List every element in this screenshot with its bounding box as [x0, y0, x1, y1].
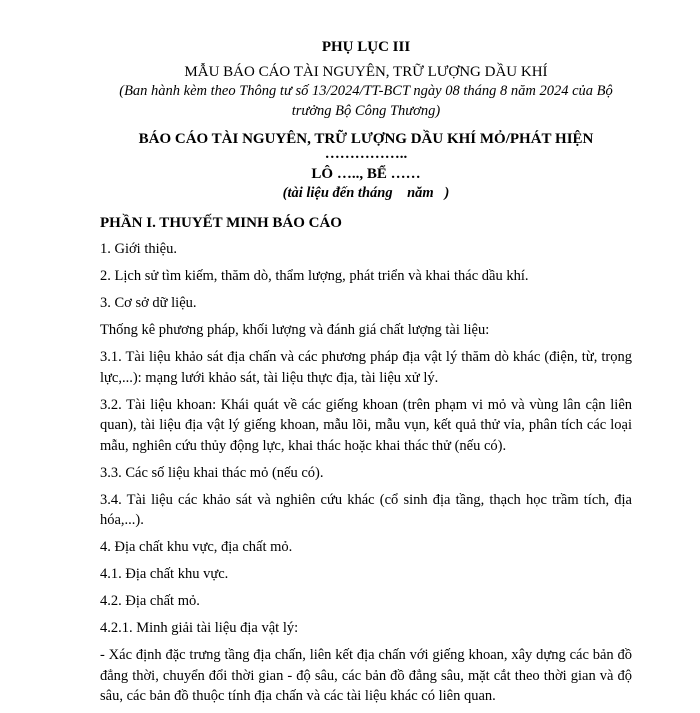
paragraph: 4.2.1. Minh giải tài liệu địa vật lý: — [100, 620, 299, 636]
paragraph: - Xác định đặc trưng tầng địa chấn, liên kết địa chấn với giếng khoan, xây dựng các bản đồ đẳng thời, chuyển đổi thời gian - độ sâu, các bản đồ đẳng sâu, mặt cắt theo thời gian và độ sâu, các bản đồ thuộc tính địa chấn và các tài liệu khác có liên quan. — [100, 647, 632, 704]
issuance-note: (Ban hành kèm theo Thông tư số 13/2024/TT-BCT ngày 08 tháng 8 năm 2024 của Bộ trưởng Bộ Công Thương) — [119, 83, 613, 119]
paragraph: 4.2. Địa chất mỏ. — [100, 593, 200, 609]
block-basin-line: LÔ ….., BỂ …… — [311, 166, 421, 182]
paragraph: 3. Cơ sở dữ liệu. — [100, 295, 197, 311]
document-page — [100, 38, 632, 713]
paragraph: 3.3. Các số liệu khai thác mỏ (nếu có). — [100, 464, 324, 481]
part-heading: PHẦN I. THUYẾT MINH BÁO CÁO — [100, 215, 342, 231]
appendix-heading: PHỤ LỤC III — [321, 39, 411, 55]
paragraph: 4.1. Địa chất khu vực. — [100, 566, 229, 582]
paragraph: 3.1. Tài liệu khảo sát địa chấn và các phương pháp địa vật lý thăm dò khác (điện, từ, trọng lực,...): mạng lưới khảo sát, tài liệu thực địa, tài liệu xử lý. — [100, 349, 632, 386]
paragraph: 3.2. Tài liệu khoan: Khái quát về các giếng khoan (trên phạm vi mỏ và vùng lân cận liên quan), tài liệu địa vật lý giếng khoan, mẫu lõi, mẫu vụn, kết quả thử vỉa, phân tích các loại mẫu, nghiên cứu thủy động lực, khai thác hoặc khai thác thử (nếu có). — [100, 396, 632, 454]
paragraph: 1. Giới thiệu. — [100, 241, 177, 257]
form-title: MẪU BÁO CÁO TÀI NGUYÊN, TRỮ LƯỢNG DẦU KHÍ — [184, 64, 548, 80]
data-date-line: (tài liệu đến tháng năm ) — [282, 185, 450, 201]
report-title: BÁO CÁO TÀI NGUYÊN, TRỮ LƯỢNG DẦU KHÍ MỎ/PHÁT HIỆN — [138, 131, 594, 147]
paragraph: Thống kê phương pháp, khối lượng và đánh giá chất lượng tài liệu: — [100, 322, 490, 338]
paragraph: 3.4. Tài liệu các khảo sát và nghiên cứu khác (cổ sinh địa tầng, thạch học trầm tích, địa hóa,...). — [100, 491, 632, 528]
paragraph: 4. Địa chất khu vực, địa chất mỏ. — [100, 539, 293, 555]
paragraph: 2. Lịch sử tìm kiếm, thăm dò, thẩm lượng, phát triển và khai thác dầu khí. — [100, 268, 529, 284]
report-name-placeholder: …………….. — [324, 146, 408, 162]
